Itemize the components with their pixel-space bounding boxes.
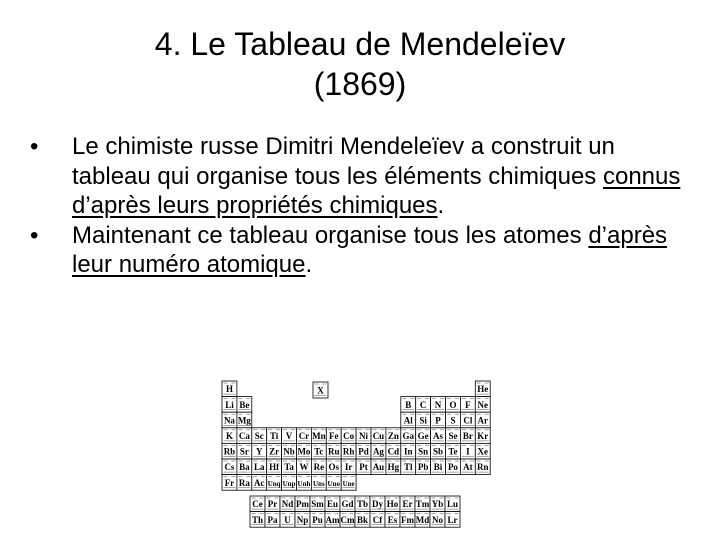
bullet-text: Le chimiste russe Dimitri Mendeleïev a construit un tableau qui organise tous les éléments chimiques [72,133,615,190]
element-cell [325,512,340,528]
element-symbol: Es [387,514,398,525]
bullet-text-underlined: connus d’après leurs propriétés chimiques [72,162,681,219]
element-symbol: Pu [312,514,323,525]
element-symbol: Tl [403,462,413,473]
element-cell [252,428,267,444]
element-cell [355,496,370,512]
element-cell [252,459,267,475]
element-symbol: Au [372,462,385,473]
element-cell [475,412,490,428]
element-cell [297,475,312,491]
element-symbol: Nb [283,446,295,457]
element-cell [446,397,461,413]
element-cell [250,496,265,512]
element-symbol: Uno [327,479,340,488]
element-cell [431,428,446,444]
element-cell [265,512,280,528]
element-symbol: La [253,462,265,473]
element-symbol: Mn [312,431,326,442]
element-cell [431,459,446,475]
element-cell [446,428,461,444]
element-cell [401,397,416,413]
element-symbol: Ta [284,462,294,473]
element-cell [430,496,445,512]
element-cell [475,459,490,475]
element-symbol: Y [256,446,263,457]
element-cell [311,459,326,475]
element-symbol: O [449,399,457,410]
element-cell [460,443,475,459]
element-symbol: Bi [433,462,443,473]
element-cell [282,443,297,459]
element-cell [280,512,295,528]
element-cell [416,412,431,428]
element-symbol: In [403,446,413,457]
element-symbol: Np [296,514,309,525]
element-cell [385,496,400,512]
element-cell [341,475,356,491]
element-symbol: Hf [269,462,280,473]
element-cell [386,428,401,444]
element-symbol: P [435,415,441,426]
element-cell [222,459,237,475]
element-cell [415,496,430,512]
element-symbol: Ag [372,446,384,457]
element-cell [446,459,461,475]
element-cell [326,459,341,475]
element-symbol: Nd [281,499,294,510]
element-symbol: Al [403,415,413,426]
element-cell [475,443,490,459]
element-cell [326,475,341,491]
element-cell [445,512,460,528]
element-cell [475,428,490,444]
element-symbol: Zr [269,446,280,457]
element-symbol: Se [448,431,458,442]
element-cell [401,443,416,459]
element-cell [222,397,237,413]
element-symbol: Zn [387,431,399,442]
element-symbol: Rh [342,446,355,457]
element-cell [356,443,371,459]
element-cell [282,475,297,491]
element-cell [267,443,282,459]
element-cell [460,459,475,475]
element-cell [401,459,416,475]
element-cell [252,475,267,491]
element-cell [341,428,356,444]
element-symbol: Ga [402,431,415,442]
element-cell [222,443,237,459]
element-symbol: Mo [297,446,311,457]
element-cell [371,428,386,444]
element-cell [385,512,400,528]
element-cell [326,443,341,459]
element-symbol: Fm [401,514,414,525]
element-symbol: Ce [252,499,263,510]
element-symbol: Th [251,514,264,525]
element-symbol: Uns [313,479,325,488]
bullet-text-underlined: d’après leur numéro atomique [72,221,668,278]
element-cell [295,512,310,528]
element-symbol: Pm [296,499,309,510]
element-cell [325,496,340,512]
element-symbol: Unq [267,479,281,488]
element-cell [310,512,325,528]
element-symbol: H [225,384,233,395]
element-symbol: Te [448,446,458,457]
element-cell [371,459,386,475]
element-symbol: At [463,462,473,473]
element-symbol: Rn [476,462,489,473]
element-symbol: Pa [267,514,278,525]
element-symbol: Pr [267,499,278,510]
element-cell [237,397,252,413]
element-cell [222,381,237,397]
element-symbol: Hg [387,462,400,473]
element-cell [326,428,341,444]
element-symbol: As [433,431,444,442]
element-cell [460,428,475,444]
element-symbol: I [466,446,470,457]
element-cell [340,496,355,512]
element-symbol: Er [402,499,413,510]
element-symbol: F [465,399,471,410]
element-cell [237,475,252,491]
element-cell [222,428,237,444]
bullet-marker: • [30,133,39,160]
element-cell [282,459,297,475]
element-cell [282,428,297,444]
element-cell [341,459,356,475]
element-symbol: Ho [386,499,399,510]
element-cell [431,397,446,413]
element-symbol: Tc [314,446,324,457]
element-cell [297,459,312,475]
element-cell [222,412,237,428]
element-symbol: Cf [372,514,383,525]
element-cell [297,443,312,459]
element-cell [340,512,355,528]
element-symbol: Lr [447,514,458,525]
element-symbol: Unh [297,479,311,488]
element-symbol: Fe [329,431,339,442]
element-symbol: Co [343,431,355,442]
element-cell [280,496,295,512]
element-cell [430,512,445,528]
element-symbol: U [284,514,291,525]
title-line-2: (1869) [313,66,407,102]
element-cell [401,428,416,444]
element-symbol: Si [419,415,427,426]
element-symbol: Ar [477,415,488,426]
element-symbol: K [225,431,233,442]
element-cell [237,443,252,459]
element-symbol: Na [223,415,235,426]
element-symbol: Mg [237,415,251,426]
element-symbol: N [434,399,442,410]
element-cell [267,475,282,491]
element-symbol: Pb [417,462,429,473]
element-cell [370,512,385,528]
element-cell [415,512,430,528]
element-symbol: Ac [254,477,265,488]
element-symbol: W [299,462,309,473]
element-cell [416,428,431,444]
element-symbol: Sc [254,431,264,442]
element-cell [371,443,386,459]
element-symbol: Unp [282,479,296,488]
element-symbol: Ca [238,431,250,442]
element-cell [356,428,371,444]
element-cell [252,443,267,459]
element-symbol: Ge [417,431,429,442]
element-symbol: Cm [340,514,355,525]
element-symbol: Sr [239,446,249,457]
element-cell [311,475,326,491]
element-symbol: X [317,385,324,396]
element-symbol: Be [239,399,250,410]
bullet-marker: • [30,221,39,249]
element-symbol: He [477,384,489,395]
element-symbol: Ba [239,462,250,473]
element-symbol: Lu [446,499,459,510]
element-symbol: Sn [418,446,429,457]
element-cell [460,412,475,428]
element-cell [311,428,326,444]
element-cell [416,397,431,413]
element-symbol: Kr [477,431,489,442]
bullet-text: . [305,251,313,278]
element-symbol: Ti [269,431,279,442]
element-cell [341,443,356,459]
element-symbol: Ni [359,431,369,442]
element-cell [401,412,416,428]
element-symbol: Cu [372,431,385,442]
element-cell [265,496,280,512]
element-cell [356,459,371,475]
element-symbol: B [405,399,412,410]
element-symbol: Cd [387,446,400,457]
element-cell [267,459,282,475]
element-symbol: Bk [356,514,369,525]
element-symbol: Eu [326,499,339,510]
element-cell [297,428,312,444]
element-cell [386,443,401,459]
element-symbol: Md [415,514,430,525]
element-cell [386,459,401,475]
element-cell [475,381,490,397]
element-cell [237,412,252,428]
element-symbol: Gd [341,499,354,510]
element-cell [311,443,326,459]
element-symbol: Pt [359,462,368,473]
element-cell [310,496,325,512]
element-cell [237,428,252,444]
bullet-text: . [437,192,445,219]
element-cell [355,512,370,528]
element-symbol: C [419,399,427,410]
element-symbol: Br [462,431,473,442]
element-symbol: Sm [311,499,324,510]
element-cell [370,496,385,512]
element-cell [431,412,446,428]
element-symbol: S [450,415,456,426]
element-cell [445,496,460,512]
element-symbol: Pd [358,446,369,457]
element-symbol: Ne [477,399,488,410]
element-symbol: Ru [327,446,340,457]
element-symbol: Re [313,462,325,473]
element-symbol: Tm [415,499,430,510]
element-symbol: Une [342,479,355,488]
element-cell [416,443,431,459]
element-symbol: Am [325,514,340,525]
element-symbol: Cl [463,415,473,426]
element-symbol: Yb [431,499,444,510]
element-cell [400,496,415,512]
element-symbol: Tb [356,499,369,510]
element-symbol: Fr [224,477,235,488]
element-symbol: Dy [372,499,383,510]
title-line-1: 4. Le Tableau de Mendeleïev [154,26,566,62]
element-cell [475,397,490,413]
element-symbol: No [432,514,443,525]
element-cell [416,459,431,475]
element-cell [460,397,475,413]
element-symbol: Li [225,399,234,410]
element-cell [267,428,282,444]
element-symbol: Ra [238,477,250,488]
element-cell [446,412,461,428]
element-cell [431,443,446,459]
element-symbol: Cs [224,462,235,473]
element-symbol: Ir [344,462,353,473]
element-symbol: Os [328,462,340,473]
element-symbol: V [285,431,293,442]
bullet-text: Maintenant ce tableau organise tous les atomes [72,221,589,249]
element-cell [295,496,310,512]
legend-cell [313,382,328,398]
element-cell [237,459,252,475]
element-cell [446,443,461,459]
element-cell [222,475,237,491]
element-symbol: Rb [223,446,236,457]
element-symbol: Xe [477,446,488,457]
element-cell [250,512,265,528]
element-symbol: Cr [298,431,310,442]
element-symbol: Sb [433,446,444,457]
element-cell [400,512,415,528]
element-symbol: Po [447,462,458,473]
